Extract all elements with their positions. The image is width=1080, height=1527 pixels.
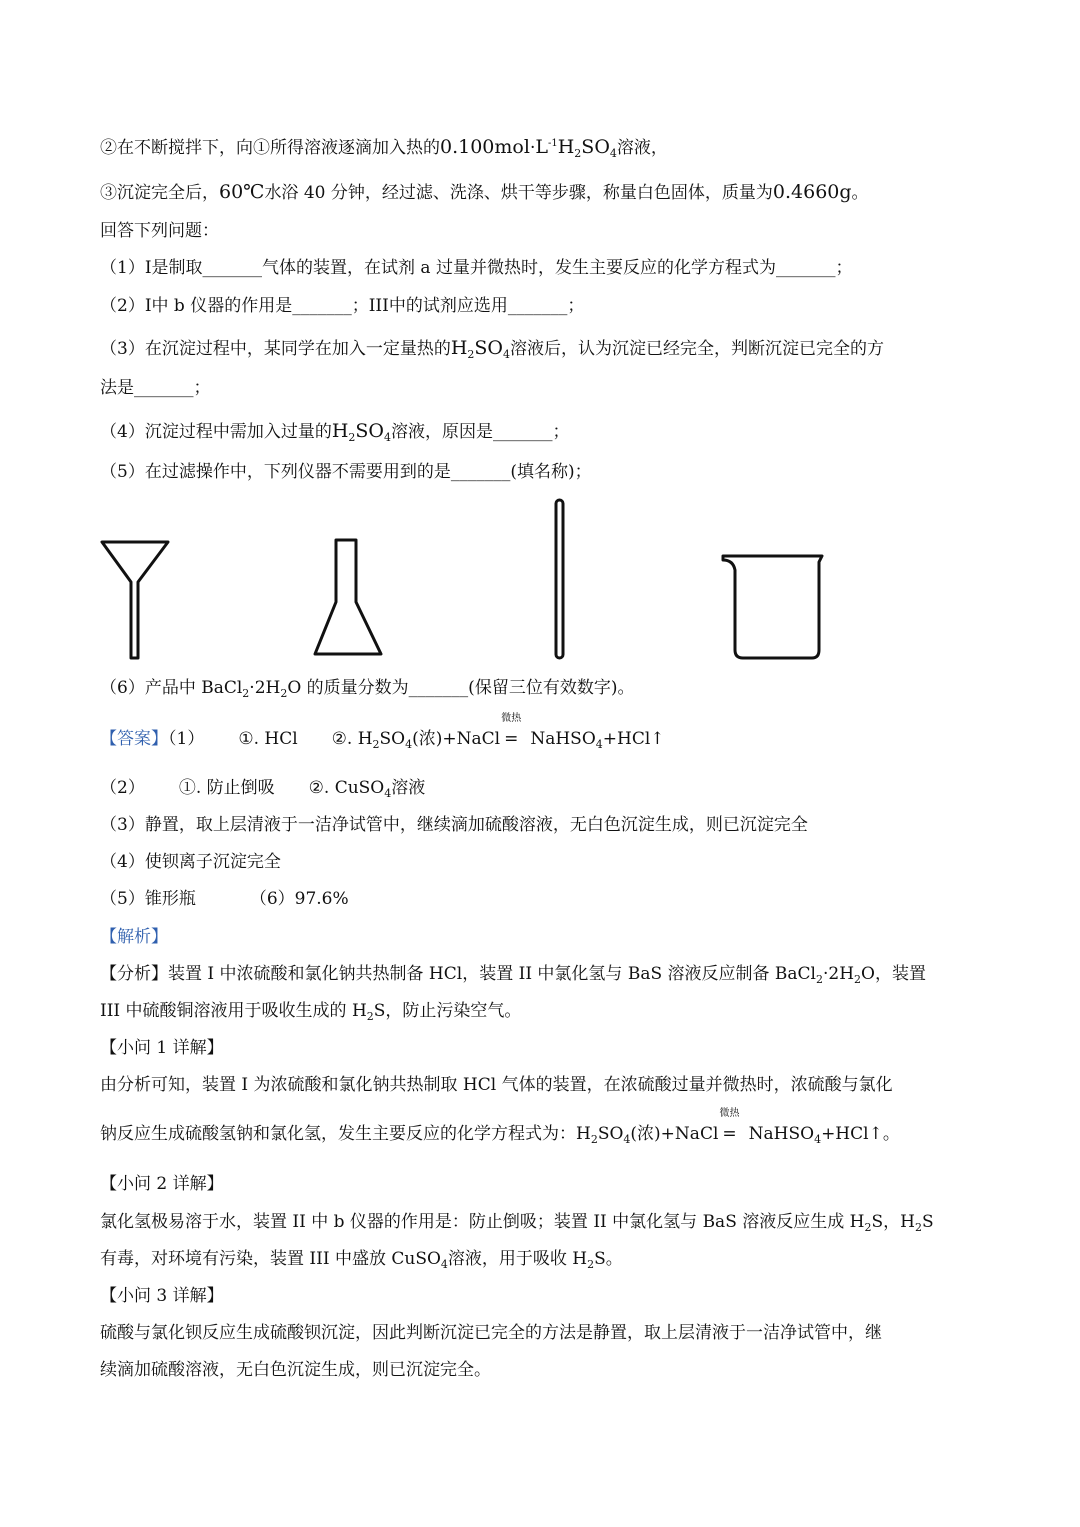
subq1-SO: SO (597, 1124, 624, 1144)
answer-5-6 (100, 889, 349, 909)
answer-1-part-2: ②. H (331, 729, 373, 749)
analysis-summary-line2: III 中硫酸铜溶液用于吸收生成的 H (100, 1001, 367, 1021)
answer-1-SO: SO (379, 729, 406, 749)
subq1-line1: 由分析可知，装置 I 为浓硫酸和氯化钠共热制取 HCl 气体的装置，在浓硫酸过量并微热时，浓硫酸与氯化 (100, 1075, 893, 1095)
subq3-label: 【小问 3 详解】 (100, 1286, 224, 1306)
answer-2-solution: 溶液 (391, 778, 426, 798)
question-5: （5）在过滤操作中，下列仪器不需要用到的是_______(填名称)； (100, 462, 592, 482)
subq1-nacl: (浓)+NaCl (630, 1124, 719, 1144)
q4-text: （4）沉淀过程中需加入过量的 (100, 422, 332, 442)
q4-SO-sub: 4 (384, 431, 391, 444)
subq1-line2 (100, 1108, 900, 1146)
subq2-label: 【小问 2 详解】 (100, 1174, 224, 1194)
subq2-sub2: 2 (914, 1221, 922, 1234)
q4-SO: SO (355, 420, 384, 442)
subq2-line2-mid: 溶液，用于吸收 H (447, 1249, 588, 1269)
answer-label: 【答案】 (100, 729, 168, 749)
subq1-sub3: 4 (814, 1133, 822, 1146)
step2-sup: -1 (547, 138, 558, 149)
subq2-line1-text: 氯化氢极易溶于水，装置 II 中 b 仪器的作用是：防止倒吸；装置 II 中氯化氢与 BaS 溶液反应生成 H (100, 1212, 865, 1232)
procedure-step-2 (100, 136, 668, 159)
answer-1-number: （1） (168, 729, 205, 749)
subq2-s: S (921, 1212, 934, 1232)
question-3 (100, 337, 884, 360)
subq2-line2-text: 有毒，对环境有污染，装置 III 中盛放 CuSO (100, 1249, 441, 1269)
q3-text: （3）在沉淀过程中，某同学在加入一定量热的 (100, 339, 451, 359)
answer-1-sub1: 2 (372, 738, 380, 751)
analysis-label: 【解析】 (100, 927, 168, 947)
subq1-label: 【小问 1 详解】 (100, 1038, 224, 1058)
subq1-sub1: 2 (590, 1133, 598, 1146)
answer-1-condition: 微热 (501, 713, 522, 724)
answer-1 (100, 713, 665, 751)
answer-1-part-1: ①. HCl (238, 729, 298, 749)
step3-text: ③沉淀完全后， (100, 183, 219, 203)
question-6 (100, 678, 634, 698)
step2-concentration: 0.100mol (440, 136, 530, 158)
subq2-line2 (100, 1249, 623, 1269)
subq1-equals: = (722, 1124, 737, 1144)
subq2-line2-end: S。 (594, 1249, 623, 1269)
q4-H-sub: 2 (348, 431, 356, 444)
q6-sub1: 2 (242, 687, 250, 700)
answer-1-sub2: 4 (405, 738, 413, 751)
analysis-sub2: 2 (854, 973, 862, 986)
step2-SO-sub: 4 (609, 147, 617, 160)
answer-1-sub3: 4 (595, 738, 603, 751)
q4-H: H (331, 420, 349, 442)
step2-SO: SO (581, 136, 610, 158)
step3-mass: 0.4660g (772, 181, 852, 203)
subq1-equals-condition (718, 1108, 740, 1144)
analysis-summary (100, 964, 926, 984)
subq1-condition: 微热 (719, 1108, 740, 1119)
analysis-sub1: 2 (816, 973, 823, 986)
step2-H-sub: 2 (574, 147, 582, 160)
answer-2-part-1: ①. 防止倒吸 (178, 778, 275, 798)
beaker-icon (723, 556, 822, 658)
analysis-summary-line2-end: S，防止污染空气。 (373, 1001, 522, 1021)
analysis-summary-text: 装置 I 中浓硫酸和氯化钠共热制备 HCl，装置 II 中氯化氢与 BaS 溶液反应制备 BaCl (168, 964, 816, 984)
step3-temperature: 60℃ (219, 181, 265, 203)
answer-6: （6）97.6% (249, 889, 349, 909)
subq3-line1: 硫酸与氯化钡反应生成硫酸钡沉淀，因此判断沉淀已完全的方法是静置，取上层清液于一洁净试管中，继 (100, 1323, 882, 1343)
analysis-summary-label: 【分析】 (100, 964, 168, 984)
step2-unit: L (535, 136, 548, 158)
step2-text: ②在不断搅拌下，向①所得溶液逐滴加入热的 (100, 138, 440, 158)
analysis-summary-cont (100, 1001, 521, 1021)
subq2-sub1: 2 (864, 1221, 872, 1234)
answer-2-sub: 4 (384, 787, 392, 800)
step2-dot: · (529, 138, 536, 158)
subq2-line1 (100, 1212, 934, 1232)
q6-text-mid: ·2H (249, 678, 281, 698)
answer-2 (100, 778, 425, 798)
question-3-cont: 法是_______； (100, 378, 211, 398)
subq1-sub2: 4 (623, 1133, 631, 1146)
subq3-line2: 续滴加硫酸溶液，无白色沉淀生成，则已沉淀完全。 (100, 1360, 491, 1380)
conical-flask-icon (315, 540, 381, 654)
q6-sub2: 2 (280, 687, 288, 700)
glass-rod-icon (556, 500, 563, 658)
answer-1-nahso: NaHSO (530, 729, 596, 749)
analysis-text-end: O，装置 (861, 964, 926, 984)
answer-4: （4）使钡离子沉淀完全 (100, 852, 281, 872)
q3-text-mid: 溶液后，认为沉淀已经完全，判断沉淀已完全的方 (510, 339, 884, 359)
question-2: （2）I中 b 仪器的作用是_______；III中的试剂应选用_______； (100, 296, 585, 316)
q3-SO: SO (474, 337, 503, 359)
funnel-icon (102, 542, 168, 658)
apparatus-figure (0, 490, 1080, 670)
q6-text-end: O 的质量分数为_______(保留三位有效数字)。 (287, 678, 635, 698)
subq2-sub3: 4 (440, 1258, 448, 1271)
analysis-sub3: 2 (366, 1010, 374, 1023)
answer-2-number: （2） (100, 778, 145, 798)
subq1-hcl: +HCl↑。 (821, 1124, 900, 1144)
subq2-s-h: S，H (871, 1212, 915, 1232)
q3-H-sub: 2 (467, 348, 475, 361)
answer-1-nacl: (浓)+NaCl (412, 729, 501, 749)
q6-text: （6）产品中 BaCl (100, 678, 243, 698)
answer-5: （5）锥形瓶 (100, 889, 196, 909)
question-4 (100, 420, 570, 443)
answer-2-part-2: ②. CuSO (308, 778, 385, 798)
q3-SO-sub: 4 (503, 348, 510, 361)
subq1-nahso: NaHSO (748, 1124, 815, 1144)
answer-1-equals-condition (500, 713, 522, 749)
step2-H: H (557, 136, 575, 158)
step2-text-end: 溶液， (616, 138, 668, 158)
answer-3: （3）静置，取上层清液于一洁净试管中，继续滴加硫酸溶液，无白色沉淀生成，则已沉淀完全 (100, 815, 808, 835)
question-1: （1）I是制取_______气体的装置，在试剂 a 过量并微热时，发生主要反应的化学方程式为_______； (100, 258, 853, 278)
procedure-step-3 (100, 181, 869, 204)
analysis-2h: ·2H (823, 964, 855, 984)
step3-text-end: 。 (851, 183, 869, 203)
subq2-sub4: 2 (587, 1258, 595, 1271)
q3-H: H (450, 337, 468, 359)
answer-1-equals: = (504, 729, 519, 749)
q4-text-end: 溶液，原因是_______； (391, 422, 570, 442)
questions-intro: 回答下列问题： (100, 221, 219, 241)
answer-1-hcl: +HCl↑ (602, 729, 665, 749)
step3-text-mid: 水浴 40 分钟，经过滤、洗涤、烘干等步骤，称量白色固体，质量为 (264, 183, 773, 203)
subq1-line2-text: 钠反应生成硫酸氢钠和氯化氢，发生主要反应的化学方程式为：H (100, 1124, 591, 1144)
